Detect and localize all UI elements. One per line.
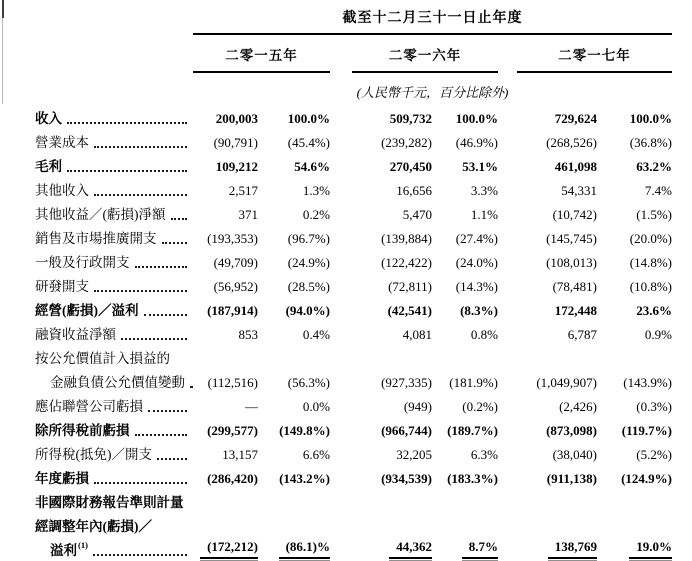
row-label: 收入 xyxy=(35,111,62,126)
dot-leader xyxy=(148,410,187,412)
row-label-cell xyxy=(0,323,193,346)
pct-2017 xyxy=(597,535,672,538)
value-2017 xyxy=(498,447,597,466)
dot-leader xyxy=(93,554,187,556)
pct-2016 xyxy=(432,399,498,418)
value-2016 xyxy=(330,255,432,274)
cell-value: (189.7%) xyxy=(447,423,498,438)
row-label-cell xyxy=(0,227,193,250)
pct-2016 xyxy=(432,375,498,394)
value-2017 xyxy=(498,375,597,394)
cell-value: 461,098 xyxy=(554,159,597,174)
cell-value: (183.3%) xyxy=(447,471,498,486)
cell-value: (193,353) xyxy=(207,231,258,246)
row-label: 銷售及市場推廣開支 xyxy=(35,231,157,246)
table-row xyxy=(0,418,692,442)
row-label: 溢利 xyxy=(50,543,77,558)
year-header-row xyxy=(0,35,692,73)
value-2015 xyxy=(193,399,258,418)
year-header-2017: 二零一七年 xyxy=(517,35,672,73)
row-label-cell xyxy=(0,203,193,226)
value-2017 xyxy=(498,471,597,490)
pct-2017 xyxy=(597,255,672,274)
footnote-marker: (1) xyxy=(78,540,88,550)
dot-leader xyxy=(171,218,188,220)
value-2016 xyxy=(330,367,432,370)
value-2015 xyxy=(193,279,258,298)
cell-value: (10.8%) xyxy=(629,279,672,294)
row-label: 非國際財務報告準則計量 xyxy=(35,495,184,510)
value-2017 xyxy=(498,183,597,202)
period-header-row xyxy=(0,0,692,35)
cell-value: (1,049,907) xyxy=(536,375,597,390)
row-label: 所得稅(抵免)／開支 xyxy=(35,447,152,462)
cell-value: (122,422) xyxy=(381,255,432,270)
cell-value: 4,081 xyxy=(402,327,432,342)
cell-value: (24.0%) xyxy=(455,255,498,270)
cell-value: (181.9%) xyxy=(449,375,498,390)
cell-value: (934,539) xyxy=(381,471,432,486)
value-2016 xyxy=(330,303,432,322)
cell-value: 100.0% xyxy=(287,111,330,126)
table-row xyxy=(0,442,692,466)
cell-value: (299,577) xyxy=(207,423,258,438)
cell-value: 0.2% xyxy=(302,207,330,222)
cell-value: (268,526) xyxy=(546,135,597,150)
year-header-2015: 二零一五年 xyxy=(193,35,330,73)
cell-value: (108,013) xyxy=(546,255,597,270)
row-label-cell xyxy=(0,347,193,370)
value-2017 xyxy=(498,303,597,322)
row-label-cell xyxy=(0,155,193,178)
dot-leader xyxy=(157,458,187,460)
pct-2017 xyxy=(597,111,672,130)
pct-2015 xyxy=(258,539,330,561)
table-row xyxy=(0,274,692,298)
value-2016 xyxy=(330,471,432,490)
cell-value: 1.3% xyxy=(302,183,330,198)
pct-2017 xyxy=(597,159,672,178)
value-2017 xyxy=(498,539,597,561)
value-2015 xyxy=(193,255,258,274)
value-2016 xyxy=(330,535,432,538)
row-label: 除所得稅前虧損 xyxy=(35,423,130,438)
row-label: 營業成本 xyxy=(35,135,89,150)
header-spacer xyxy=(0,35,193,73)
pct-2016 xyxy=(432,471,498,490)
row-label: 金融負債公允價值變動 xyxy=(50,375,185,390)
row-label-cell xyxy=(0,299,193,322)
cell-value: (10,742) xyxy=(552,207,597,222)
cell-value: (119.7%) xyxy=(621,423,672,438)
value-2015 xyxy=(193,327,258,346)
cell-value: (143.2%) xyxy=(279,471,330,486)
pct-2016 xyxy=(432,539,498,561)
table-row xyxy=(0,346,692,370)
cell-value: 371 xyxy=(238,207,258,222)
pct-2015 xyxy=(258,183,330,202)
cell-value: 53.1% xyxy=(462,159,498,174)
dot-leader xyxy=(135,434,188,436)
dot-leader xyxy=(162,242,188,244)
pct-2016 xyxy=(432,183,498,202)
pct-2016 xyxy=(432,231,498,250)
pct-2017 xyxy=(597,327,672,346)
cell-value: 6.6% xyxy=(302,447,330,462)
table-row xyxy=(0,394,692,418)
pct-2017 xyxy=(597,511,672,514)
row-label-cell xyxy=(0,467,193,490)
cell-value: 6,787 xyxy=(567,327,597,342)
cell-value: 6.3% xyxy=(470,447,498,462)
value-2015 xyxy=(193,159,258,178)
row-label: 融資收益淨額 xyxy=(35,327,116,342)
value-2017 xyxy=(498,423,597,442)
pct-2017 xyxy=(597,423,672,442)
page-edge-artifact xyxy=(2,18,3,104)
cell-value: (14.8%) xyxy=(629,255,672,270)
value-2016 xyxy=(330,207,432,226)
cell-value: 509,732 xyxy=(389,111,432,126)
value-2015 xyxy=(193,511,258,514)
pct-2017 xyxy=(597,539,672,561)
pct-2015 xyxy=(258,423,330,442)
value-2016 xyxy=(330,279,432,298)
value-2017 xyxy=(498,279,597,298)
pct-2016 xyxy=(432,535,498,538)
cell-value: (0.3%) xyxy=(636,399,672,414)
row-label-cell xyxy=(0,251,193,274)
cell-value: 0.0% xyxy=(302,399,330,414)
cell-value: 109,212 xyxy=(215,159,258,174)
cell-value: (0.2%) xyxy=(462,399,498,414)
cell-value: 138,769 xyxy=(548,539,597,559)
row-label-cell xyxy=(0,443,193,466)
cell-value: (42,541) xyxy=(387,303,432,318)
dot-leader xyxy=(94,482,187,484)
cell-value: 0.4% xyxy=(302,327,330,342)
cell-value: (20.0%) xyxy=(629,231,672,246)
table-row xyxy=(0,298,692,322)
cell-value: 16,656 xyxy=(396,183,432,198)
cell-value: (112,516) xyxy=(207,375,258,390)
cell-value: (78,481) xyxy=(552,279,597,294)
pct-2016 xyxy=(432,367,498,370)
value-2015 xyxy=(193,183,258,202)
cell-value: (187,914) xyxy=(207,303,258,318)
cell-value: (90,791) xyxy=(213,135,258,150)
value-2015 xyxy=(193,367,258,370)
table-row xyxy=(0,466,692,490)
dot-leader xyxy=(121,338,187,340)
pct-2015 xyxy=(258,207,330,226)
pct-2017 xyxy=(597,135,672,154)
cell-value: (143.9%) xyxy=(623,375,672,390)
value-2015 xyxy=(193,423,258,442)
value-2016 xyxy=(330,399,432,418)
pct-2016 xyxy=(432,327,498,346)
pct-2015 xyxy=(258,447,330,466)
cell-value: 200,003 xyxy=(215,111,258,126)
cell-value: (2,426) xyxy=(559,399,597,414)
page-edge-artifact xyxy=(2,0,4,18)
pct-2016 xyxy=(432,303,498,322)
cell-value: (873,098) xyxy=(546,423,597,438)
pct-2017 xyxy=(597,207,672,226)
pct-2016 xyxy=(432,423,498,442)
cell-value: 3.3% xyxy=(470,183,498,198)
dot-leader xyxy=(144,314,188,316)
value-2017 xyxy=(498,207,597,226)
cell-value: (949) xyxy=(403,399,432,414)
pct-2016 xyxy=(432,255,498,274)
cell-value: (24.9%) xyxy=(287,255,330,270)
pct-2015 xyxy=(258,327,330,346)
value-2016 xyxy=(330,231,432,250)
pct-2015 xyxy=(258,279,330,298)
unit-note-row xyxy=(0,73,692,106)
cell-value: (46.9%) xyxy=(455,135,498,150)
value-2016 xyxy=(330,539,432,561)
table-row xyxy=(0,490,692,514)
value-2016 xyxy=(330,327,432,346)
cell-value: 13,157 xyxy=(222,447,258,462)
cell-value: (124.9%) xyxy=(621,471,672,486)
row-label-cell xyxy=(0,515,193,538)
value-2017 xyxy=(498,231,597,250)
cell-value: (72,811) xyxy=(388,279,432,294)
row-label: 研發開支 xyxy=(35,279,89,294)
pct-2015 xyxy=(258,375,330,394)
table-row xyxy=(0,370,692,394)
value-2017 xyxy=(498,327,597,346)
cell-value: 100.0% xyxy=(455,111,498,126)
period-header: 截至十二月三十一日止年度 xyxy=(193,7,672,35)
cell-value: (96.7%) xyxy=(287,231,330,246)
row-label-cell xyxy=(0,131,193,154)
pct-2015 xyxy=(258,159,330,178)
cell-value: (172,212) xyxy=(200,539,258,559)
cell-value: 0.8% xyxy=(470,327,498,342)
dot-leader xyxy=(94,146,187,148)
value-2016 xyxy=(330,375,432,394)
table-row xyxy=(0,202,692,226)
value-2017 xyxy=(498,511,597,514)
value-2017 xyxy=(498,159,597,178)
cell-value: 2,517 xyxy=(228,183,258,198)
row-label: 毛利 xyxy=(35,159,62,174)
pct-2017 xyxy=(597,399,672,418)
value-2015 xyxy=(193,207,258,226)
row-label-cell xyxy=(0,491,193,514)
value-2015 xyxy=(193,375,258,394)
header-spacer xyxy=(0,73,193,106)
cell-value: 63.2% xyxy=(636,159,672,174)
row-label-cell xyxy=(0,539,193,561)
cell-value: (36.8%) xyxy=(629,135,672,150)
pct-2016 xyxy=(432,279,498,298)
row-label: 經調整年內(虧損)／ xyxy=(35,519,152,534)
cell-value: 0.9% xyxy=(644,327,672,342)
cell-value: (139,884) xyxy=(381,231,432,246)
cell-value: (5.2%) xyxy=(636,447,672,462)
value-2016 xyxy=(330,511,432,514)
row-label-cell xyxy=(0,107,193,130)
value-2015 xyxy=(193,471,258,490)
cell-value: (27.4%) xyxy=(455,231,498,246)
cell-value: 44,362 xyxy=(389,539,432,559)
cell-value: 270,450 xyxy=(389,159,432,174)
pct-2017 xyxy=(597,279,672,298)
pct-2016 xyxy=(432,111,498,130)
table-row xyxy=(0,322,692,346)
table-row xyxy=(0,226,692,250)
cell-value: (286,420) xyxy=(207,471,258,486)
table-body xyxy=(0,106,692,561)
dot-leader xyxy=(135,266,188,268)
cell-value: (49,709) xyxy=(213,255,258,270)
cell-value: (86.1)% xyxy=(279,539,330,559)
row-label: 其他收益／(虧損)淨額 xyxy=(35,207,166,222)
row-label-cell xyxy=(0,419,193,442)
cell-value: 23.6% xyxy=(636,303,672,318)
table-row xyxy=(0,514,692,538)
value-2016 xyxy=(330,159,432,178)
pct-2016 xyxy=(432,159,498,178)
value-2017 xyxy=(498,399,597,418)
cell-value: 172,448 xyxy=(554,303,597,318)
table-row xyxy=(0,130,692,154)
cell-value: (239,282) xyxy=(381,135,432,150)
value-2017 xyxy=(498,367,597,370)
dot-leader xyxy=(67,170,187,172)
dot-leader xyxy=(94,290,187,292)
pct-2016 xyxy=(432,135,498,154)
cell-value: (14.3%) xyxy=(455,279,498,294)
pct-2017 xyxy=(597,375,672,394)
pct-2015 xyxy=(258,231,330,250)
cell-value: (8.3%) xyxy=(460,303,498,318)
cell-value: 853 xyxy=(238,327,258,342)
header-spacer xyxy=(0,7,193,35)
cell-value: (149.8%) xyxy=(279,423,330,438)
cell-value: (145,745) xyxy=(546,231,597,246)
pct-2017 xyxy=(597,183,672,202)
pct-2016 xyxy=(432,447,498,466)
cell-value: (28.5%) xyxy=(287,279,330,294)
row-label: 一般及行政開支 xyxy=(35,255,130,270)
row-label-cell xyxy=(0,371,193,394)
cell-value: (56,952) xyxy=(213,279,258,294)
row-label: 應佔聯營公司虧損 xyxy=(35,399,143,414)
cell-value: — xyxy=(245,399,258,414)
value-2015 xyxy=(193,303,258,322)
pct-2017 xyxy=(597,231,672,250)
cell-value: (94.0%) xyxy=(285,303,330,318)
year-header-2016: 二零一六年 xyxy=(352,35,498,73)
cell-value: (911,138) xyxy=(546,471,597,486)
row-label: 按公允價值計入損益的 xyxy=(35,351,170,366)
value-2015 xyxy=(193,135,258,154)
cell-value: 729,624 xyxy=(554,111,597,126)
cell-value: (38,040) xyxy=(552,447,597,462)
pct-2015 xyxy=(258,535,330,538)
cell-value: 54.6% xyxy=(294,159,330,174)
table-row xyxy=(0,106,692,130)
value-2015 xyxy=(193,111,258,130)
cell-value: (1.5%) xyxy=(636,207,672,222)
cell-value: 5,470 xyxy=(402,207,432,222)
cell-value: (966,744) xyxy=(381,423,432,438)
pct-2017 xyxy=(597,367,672,370)
value-2017 xyxy=(498,255,597,274)
row-label: 年度虧損 xyxy=(35,471,89,486)
pct-2017 xyxy=(597,471,672,490)
cell-value: (45.4%) xyxy=(287,135,330,150)
pct-2015 xyxy=(258,135,330,154)
cell-value: (927,335) xyxy=(381,375,432,390)
value-2016 xyxy=(330,447,432,466)
value-2016 xyxy=(330,423,432,442)
pct-2017 xyxy=(597,303,672,322)
cell-value: 100.0% xyxy=(629,111,672,126)
value-2016 xyxy=(330,111,432,130)
row-label: 經營(虧損)／溢利 xyxy=(35,303,139,318)
pct-2017 xyxy=(597,447,672,466)
dot-leader xyxy=(94,194,187,196)
value-2017 xyxy=(498,135,597,154)
pct-2016 xyxy=(432,511,498,514)
cell-value: 7.4% xyxy=(644,183,672,198)
value-2015 xyxy=(193,447,258,466)
pct-2015 xyxy=(258,255,330,274)
pct-2015 xyxy=(258,399,330,418)
row-label: 其他收入 xyxy=(35,183,89,198)
value-2017 xyxy=(498,111,597,130)
value-2016 xyxy=(330,183,432,202)
pct-2015 xyxy=(258,511,330,514)
cell-value: 8.7% xyxy=(462,539,498,559)
cell-value: 32,205 xyxy=(396,447,432,462)
cell-value: 1.1% xyxy=(470,207,498,222)
cell-value: (56.3%) xyxy=(287,375,330,390)
value-2015 xyxy=(193,539,258,561)
row-label-cell xyxy=(0,179,193,202)
value-2015 xyxy=(193,535,258,538)
table-row xyxy=(0,154,692,178)
currency-unit-note: (人民幣千元，百分比除外) xyxy=(356,85,509,100)
table-row xyxy=(0,178,692,202)
pct-2015 xyxy=(258,367,330,370)
value-2016 xyxy=(330,135,432,154)
cell-value: 19.0% xyxy=(629,539,672,559)
table-row xyxy=(0,250,692,274)
pct-2016 xyxy=(432,207,498,226)
pct-2015 xyxy=(258,111,330,130)
row-label-cell xyxy=(0,275,193,298)
pct-2015 xyxy=(258,303,330,322)
table-row xyxy=(0,538,692,561)
dot-leader xyxy=(67,122,187,124)
cell-value: 54,331 xyxy=(561,183,597,198)
value-2017 xyxy=(498,535,597,538)
row-label-cell xyxy=(0,395,193,418)
pct-2015 xyxy=(258,471,330,490)
value-2015 xyxy=(193,231,258,250)
